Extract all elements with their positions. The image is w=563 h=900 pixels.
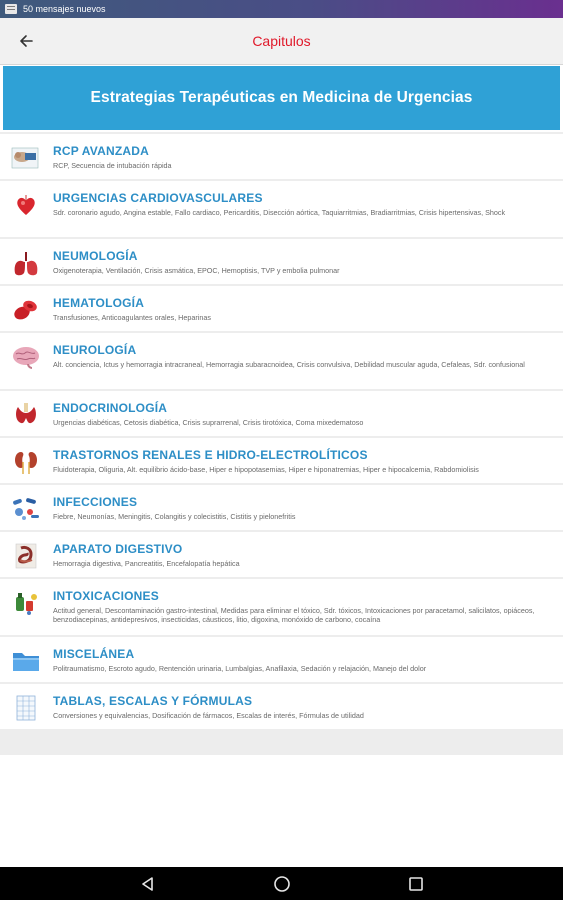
page-title: Capitulos (252, 33, 311, 49)
back-button[interactable] (12, 28, 40, 54)
arrow-left-icon (19, 34, 33, 48)
list-footer-spacer (0, 731, 563, 755)
chapter-item-infecciones[interactable] (0, 485, 563, 532)
chapter-subtitle: RCP, Secuencia de intubación rápida (53, 161, 172, 170)
chapter-title: NEUROLOGÍA (53, 343, 137, 357)
nav-back-button[interactable] (138, 874, 158, 894)
chapter-title: NEUMOLOGÍA (53, 249, 138, 263)
chapter-title: INFECCIONES (53, 495, 138, 509)
nav-recents-button[interactable] (406, 874, 426, 894)
chapter-subtitle: Alt. conciencia, Ictus y hemorragia intracraneal, Hemorragia subaracnoidea, Crisis convulsiva, Debilidad muscular aguda, Cefaleas, Sdr. confusional (53, 360, 525, 369)
folder-icon (10, 646, 42, 676)
chapter-title: INTOXICACIONES (53, 589, 159, 603)
book-title-banner (3, 66, 560, 130)
chapter-subtitle: Sdr. coronario agudo, Angina estable, Fallo cardiaco, Pericarditis, Disección aórtica, Taquiarritmias, Bradiarritmias, Crisis hipertensivas, Shock (53, 208, 506, 217)
chapter-item-digestivo[interactable] (0, 532, 563, 579)
chapter-item-neurologia[interactable] (0, 333, 563, 391)
circle-home-icon (273, 875, 291, 893)
poison-icon (10, 588, 42, 618)
tables-icon (10, 693, 42, 723)
blood-cells-icon (10, 295, 42, 325)
chapter-title: RCP AVANZADA (53, 144, 149, 158)
app-bar (0, 18, 563, 65)
cpr-icon (10, 143, 42, 173)
message-notification-icon (5, 4, 17, 14)
banner-title: Estrategias Terapéuticas en Medicina de Urgencias (90, 89, 473, 106)
lungs-icon (10, 248, 42, 278)
chapter-title: TABLAS, ESCALAS Y FÓRMULAS (53, 694, 253, 708)
chapter-subtitle: Fiebre, Neumonías, Meningitis, Colangitis y colecistitis, Cistitis y pielonefritis (53, 512, 296, 521)
chapter-item-neumologia[interactable] (0, 239, 563, 286)
chapter-title: APARATO DIGESTIVO (53, 542, 183, 556)
chapter-subtitle: Politraumatismo, Escroto agudo, Rentención urinaria, Lumbalgias, Anafilaxia, Sedación y relajación, Manejo del dolor (53, 664, 427, 673)
chapter-title: TRASTORNOS RENALES E HIDRO-ELECTROLÍTICOS (53, 448, 368, 462)
chapter-item-endocrinologia[interactable] (0, 391, 563, 438)
system-nav-bar (0, 867, 563, 900)
square-recents-icon (408, 876, 424, 892)
chapter-item-cardiovasculares[interactable] (0, 181, 563, 239)
chapter-item-intoxicaciones[interactable] (0, 579, 563, 637)
bacteria-icon (10, 494, 42, 524)
chapter-subtitle: Hemorragia digestiva, Pancreatitis, Encefalopatía hepática (53, 559, 240, 568)
chapter-subtitle: Oxigenoterapia, Ventilación, Crisis asmática, EPOC, Hemoptisis, TVP y embolia pulmonar (53, 266, 340, 275)
notification-text: 50 mensajes nuevos (23, 4, 106, 14)
chapter-list (0, 132, 563, 755)
nav-home-button[interactable] (272, 874, 292, 894)
chapter-item-hematologia[interactable] (0, 286, 563, 333)
chapter-subtitle: Actitud general, Descontaminación gastro-intestinal, Medidas para eliminar el tóxico, Sdr. tóxicos, Intoxicaciones por paracetamol, salicilatos, opiáceos, benzodiacepinas, antidepresivos, insecticidas, cáusticos, litio, digoxina, monóxido de carbono, cocaína (53, 606, 535, 625)
chapter-subtitle: Transfusiones, Anticoagulantes orales, Heparinas (53, 313, 211, 322)
chapter-title: MISCELÁNEA (53, 647, 135, 661)
digestive-icon (10, 541, 42, 571)
chapter-item-miscelanea[interactable] (0, 637, 563, 684)
heart-icon (10, 190, 42, 220)
chapter-item-tablas[interactable] (0, 684, 563, 731)
chapter-subtitle: Conversiones y equivalencias, Dosificación de fármacos, Escalas de interés, Fórmulas de utilidad (53, 711, 364, 720)
chapter-subtitle: Urgencias diabéticas, Cetosis diabética, Crisis suprarrenal, Crisis tirotóxica, Coma mixedematoso (53, 418, 364, 427)
triangle-back-icon (140, 876, 156, 892)
chapter-title: HEMATOLOGÍA (53, 296, 145, 310)
brain-icon (10, 342, 42, 372)
chapter-subtitle: Fluidoterapia, Oliguria, Alt. equilibrio ácido-base, Hiper e hipopotasemias, Hiper e hiponatremias, Hiper e hipocalcemia, Rabdomiolisis (53, 465, 479, 474)
chapter-title: URGENCIAS CARDIOVASCULARES (53, 191, 263, 205)
kidneys-icon (10, 447, 42, 477)
chapter-item-rcp[interactable] (0, 134, 563, 181)
thyroid-icon (10, 400, 42, 430)
chapter-title: ENDOCRINOLOGÍA (53, 401, 168, 415)
status-bar (0, 0, 563, 18)
chapter-item-renales[interactable] (0, 438, 563, 485)
